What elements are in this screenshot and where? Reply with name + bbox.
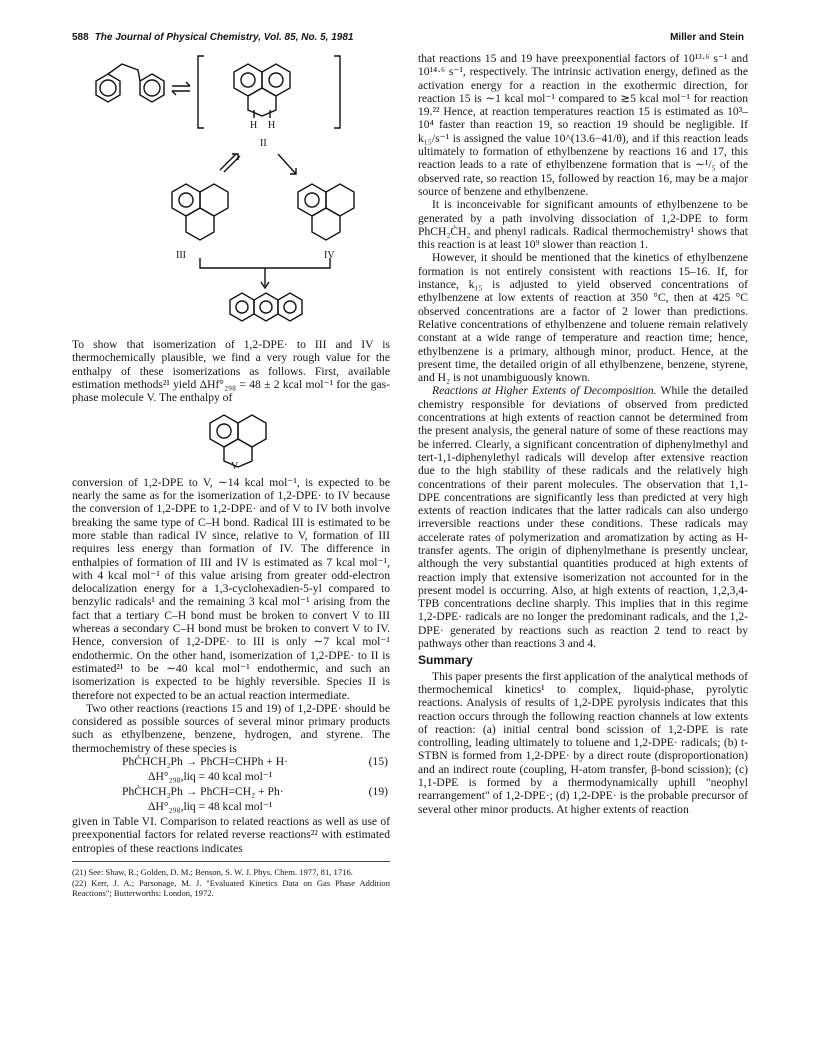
diphenylethane-structure	[96, 64, 164, 102]
summary-heading: Summary	[418, 653, 473, 668]
running-header	[72, 32, 353, 43]
label-V: V	[231, 461, 239, 470]
intermediate-II-structure	[198, 56, 340, 128]
reaction-scheme	[72, 50, 390, 335]
left-column	[72, 338, 390, 899]
enthalpy-19: ΔH°₂₉₈,liq = 48 kcal mol⁻¹	[148, 800, 273, 814]
label-IV: IV	[324, 250, 335, 261]
h-label-left: H	[250, 120, 258, 131]
label-II: II	[260, 138, 267, 149]
page-number: 588	[72, 32, 89, 43]
paragraph: This paper presents the first application of the analytical methods of thermochemical kinetics¹ to complex, liquid-phase, pyrolytic reactions. Analysis of results of 1,2-DPE pyrolysis indicates that this reaction occurs through the following reaction channels at low extents of reaction: (a) initial central bond scission of 1,2-DPE is rate controlling, leading ultimately to toluene and 1,2-DPE· radicals; (b) t-STBN is formed from 1,2-DPE· by a direct route (disproportionation) and an indirect route (coupling, H-atom transfer, β-bond scission); (c) 1,1-DPE is formed by a thermodynamically uphill "neophyl rearrangement" of 1,2-DPE·; (d) 1,2-DPE· is the probable precursor of several other minor products. At higher extents of reaction	[418, 669, 748, 816]
section-run-in-heading: Reactions at Higher Extents of Decomposition.	[432, 384, 657, 398]
paragraph: Two other reactions (reactions 15 and 19) of 1,2-DPE· should be considered as possible sources of several minor primary products such as ethylbenzene, benzene, hydrogen, and styrene. The thermochemistry of these species is	[72, 701, 390, 755]
equilibrium-arrow	[172, 82, 190, 95]
paragraph: Reactions at Higher Extents of Decomposition. While the detailed chemistry responsible for deviations of observed from predicted concentrations at high extents of reaction cannot be determined from the present analysis, the general nature of some of these reactions may be inferred. Clearly, a significant concentration of diphenylmethyl and tert-1,1-diphenylethyl radicals will develop after extensive reaction due to the high stability of these radicals and the relatively high concentrations of their parent molecules. The observation that 1,1-DPE concentrations are significantly less than predicted at very high extents of reaction indicates that the latter radicals can also undergo irreversible reactions under these conditions. These radicals may accelerate rates of polymerization and aromatization by acting as H-transfer agents. The origin of diphenylmethane is presently unclear, although the very substantial quantities produced at high extents of reaction imply that extensive isomerization not accounted for in the present model is occurring. Also, at high extents of reaction, 1,2,3,4-TPB concentrations decline sharply. This implies that in this regime 1,2-DPE· radicals are no longer the predominant radicals, and the 1,2-DPE· generated by reactions such as reaction 2 tend to react by pathways other than reactions 3 and 4.	[418, 384, 748, 651]
paragraph: To show that isomerization of 1,2-DPE· to III and IV is thermochemically plausible, we find a very rough value for the enthalpy of these isomerizations as follows. First, available estimation methods²¹ yield ΔHf°₂₉₈ = 48 ± 2 kcal mol⁻¹ for the gas-phase molecule V. The enthalpy of	[72, 338, 390, 405]
structure-V	[72, 407, 390, 469]
enthalpy-15: ΔH°₂₉₈,liq = 40 kcal mol⁻¹	[148, 770, 273, 784]
paragraph: given in Table VI. Comparison to related reactions as well as use of preexponential factors for related reverse reactions²² with estimated entropies of these reactions indicates	[72, 815, 390, 855]
collect-arrow	[200, 258, 330, 288]
references	[72, 861, 390, 898]
paragraph: It is inconceivable for significant amounts of ethylbenzene to be generated by a path involving dissociation of 1,2-DPE to form PhCH₂ĊH₂ and phenyl radicals. Radical thermochemistry¹ shows that this reaction is at least 10⁹ slower than reaction 1.	[418, 198, 748, 252]
running-authors: Miller and Stein	[670, 32, 744, 43]
reference-22: (22) Kerr, J. A.; Parsonage, M. J. "Evaluated Kinetics Data on Gas Phase Addition Reactions"; Butterworths: London, 1972.	[72, 877, 390, 898]
h-label-right: H	[268, 120, 276, 131]
reaction-19: PhĊHCH₂Ph → PhCH=CH₂ + Ph· (19)	[122, 785, 388, 799]
reaction-15: PhĊHCH₂Ph → PhCH=CHPh + H· (15)	[122, 755, 388, 769]
reference-21: (21) See: Shaw, R.; Golden, D. M.; Benson, S. W. J. Phys. Chem. 1977, 81, 1716.	[72, 866, 353, 877]
phenanthrene-structure	[230, 293, 302, 321]
radical-III-structure	[172, 184, 228, 240]
paragraph: However, it should be mentioned that the kinetics of ethylbenzene formation is not entirely consistent with reactions 15–16. If, for instance, k₁₅ is adjusted to yield observed concentrations of ethylbenzene at low extents of reaction at 350 °C, then at 425 °C observed concentrations are a factor of 2 lower than predictions. Relative concentrations of ethylbenzene and toluene remain relatively constant at a wide range of temperature and reaction time; hence, ethylbenzene is a primary, although minor, product. Hence, at the present time, the detailed origin of all ethylbenzene, benzene, styrene, and H₂ is not unambiguously known.	[418, 251, 748, 385]
paragraph: that reactions 15 and 19 have preexponential factors of 10¹³·⁶ s⁻¹ and 10¹⁴·⁶ s⁻¹, respectively. The intrinsic activation energy, defined as the activation energy for a reaction in the exothermic direction, for reaction 15 is ∼1 kcal mol⁻¹ compared to ≳5 kcal mol⁻¹ for reaction 19.²² Hence, at reaction temperatures reaction 15 is estimated as 10³–10⁴ faster than reaction 19, so reaction 19 should be negligible. If k₁₅/s⁻¹ is assigned the value 10^(13.6−41/θ), and if this reaction leads ultimately to formation of ethylbenzene by reactions 16 and 17, this reaction leads to a rate of ethylbenzene formation that is ∼¹/₅ of the observed rate, so reaction 15, followed by reaction 16, may be a major source of benzene and ethylbenzene.	[418, 52, 748, 198]
paragraph: conversion of 1,2-DPE to V, ∼14 kcal mol⁻¹, is expected to be nearly the same as for the isomerization of 1,2-DPE· to IV because the conversion of 1,2-DPE to 1,2-DPE· and of V to IV both involve breaking the same type of C–H bond. Radical III is estimated to be more stable than radical IV since, relative to V, formation of III requires less energy than formation of IV. The difference in enthalpies of formation of III and IV is estimated as 7 kcal mol⁻¹, with 4 kcal mol⁻¹ of this value arising from greater odd-electron delocalization energy for a 1,3-cyclohexadien-5-yl compared to benzylic radicals¹ and the remaining 3 kcal mol⁻¹ arising from the fact that a tertiary C–H bond must be broken to convert V to III whereas a secondary C–H bond must be broken to convert V to IV. Hence, conversion of 1,2-DPE· to III is only ∼7 kcal mol⁻¹ endothermic. On the other hand, isomerization of 1,2-DPE· to II is estimated²¹ to be ∼40 kcal mol⁻¹ endothermic, and such an isomerization is expected to be highly reversible. Species II is therefore not expected to be an actual reaction intermediate.	[72, 475, 390, 702]
right-column	[418, 52, 748, 816]
scheme-arrows	[220, 154, 296, 174]
label-III: III	[176, 250, 186, 261]
journal-title: The Journal of Physical Chemistry, Vol. 85, No. 5, 1981	[94, 32, 354, 43]
radical-IV-structure	[298, 184, 354, 240]
